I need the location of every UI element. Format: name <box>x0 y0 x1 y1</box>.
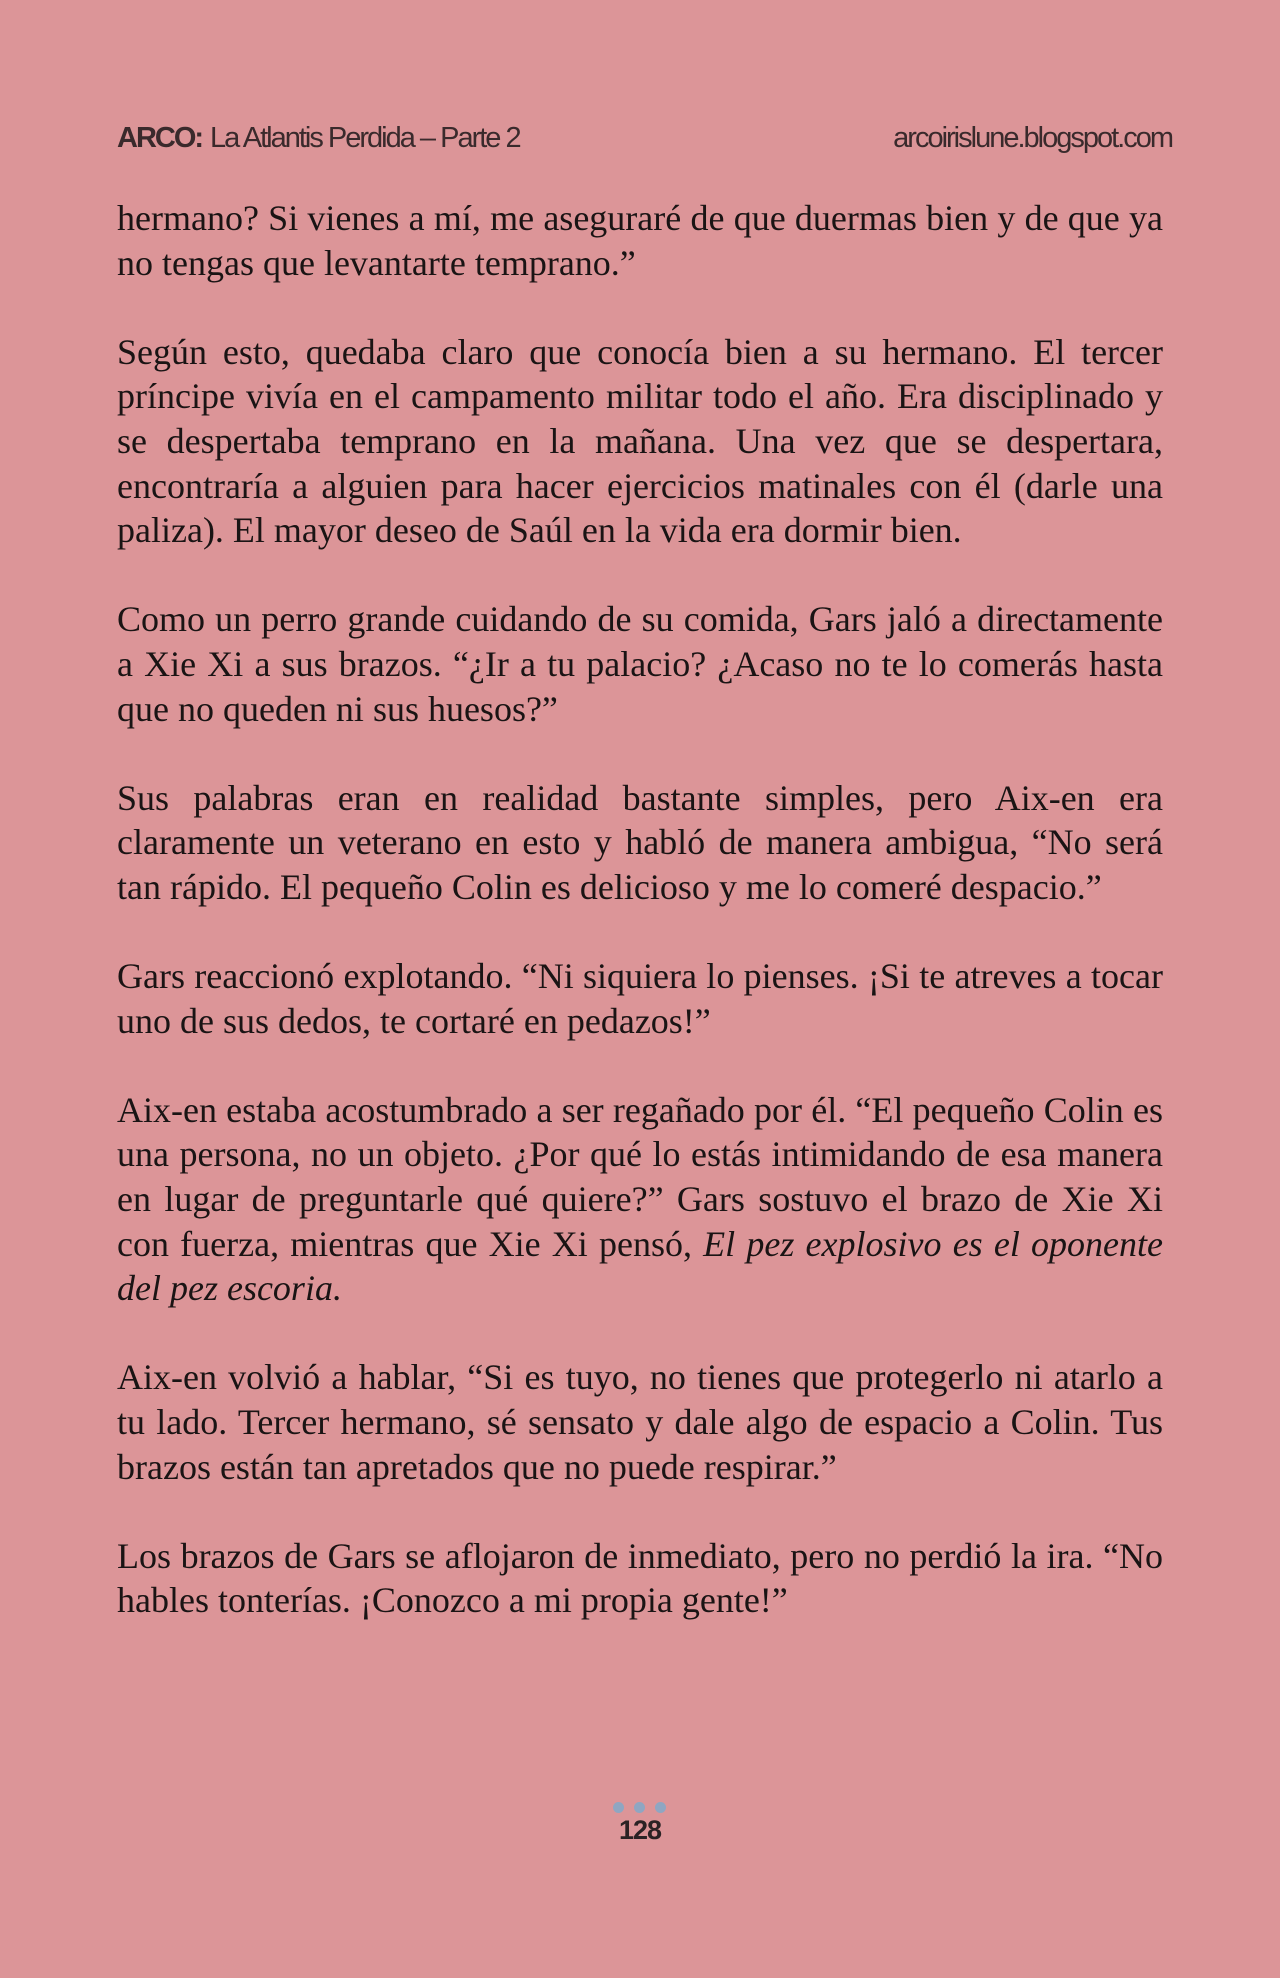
page-body <box>117 196 1163 1668</box>
book-title: La Atlantis Perdida – Parte 2 <box>210 121 520 154</box>
paragraph: Como un perro grande cuidando de su comida, Gars jaló a directamente a Xie Xi a sus brazos. “¿Ir a tu palacio? ¿Acaso no te lo comerás hasta que no queden ni sus huesos?” <box>117 599 1163 729</box>
paragraph: Sus palabras eran en realidad bastante simples, pero Aix-en era claramente un veterano en esto y habló de manera ambigua, “No será tan rápido. El pequeño Colin es delicioso y me lo comeré despacio.” <box>117 777 1163 907</box>
website-url: arcoirislune.blogspot.com <box>893 121 1172 154</box>
book-brand: ARCO: <box>117 121 203 154</box>
paragraph: hermano? Si vienes a mí, me aseguraré de que duermas bien y de que ya no tengas que levantarte temprano.” <box>117 198 1163 283</box>
page-number: 128 <box>618 1815 662 1845</box>
page-footer <box>0 1802 1280 1846</box>
dot-icon <box>634 1802 645 1813</box>
page-header <box>117 118 1172 158</box>
paragraph: Los brazos de Gars se aflojaron de inmediato, pero no perdió la ira. “No hables tonterías. ¡Conozco a mi propia gente!” <box>117 1535 1163 1621</box>
paragraph: Aix-en volvió a hablar, “Si es tuyo, no tienes que protegerlo ni atarlo a tu lado. Tercer hermano, sé sensato y dale algo de espacio a Colin. Tus brazos están tan apretados que no puede respirar.” <box>117 1357 1163 1487</box>
paragraph-italic-text: El pez explosivo es el oponente del pez escoria. <box>117 1223 1164 1309</box>
paragraph: Según esto, quedaba claro que conocía bien a su hermano. El tercer príncipe vivía en el campamento militar todo el año. Era disciplinado y se despertaba temprano en la mañana. Una vez que se despertara, encontraría a alguien para hacer ejercicios matinales con él (darle una paliza). El mayor deseo de Saúl en la vida era dormir bien. <box>117 331 1163 551</box>
paragraph-text: Aix-en estaba acostumbrado a ser regañado por él. “El pequeño Colin es una persona, no un objeto. ¿Por qué lo estás intimidando de esa manera en lugar de preguntarle qué quiere?” Gars sostuvo el brazo de Xie Xi con fuerza, mientras que Xie Xi pensó, <box>117 1089 1163 1264</box>
paragraph <box>117 1088 1163 1311</box>
decorative-dots <box>0 1802 1280 1814</box>
dot-icon <box>655 1802 666 1813</box>
dot-icon <box>613 1802 624 1813</box>
book-title-group <box>117 122 520 155</box>
paragraph: Gars reaccionó explotando. “Ni siquiera lo pienses. ¡Si te atreves a tocar uno de sus dedos, te cortaré en pedazos!” <box>117 956 1163 1041</box>
